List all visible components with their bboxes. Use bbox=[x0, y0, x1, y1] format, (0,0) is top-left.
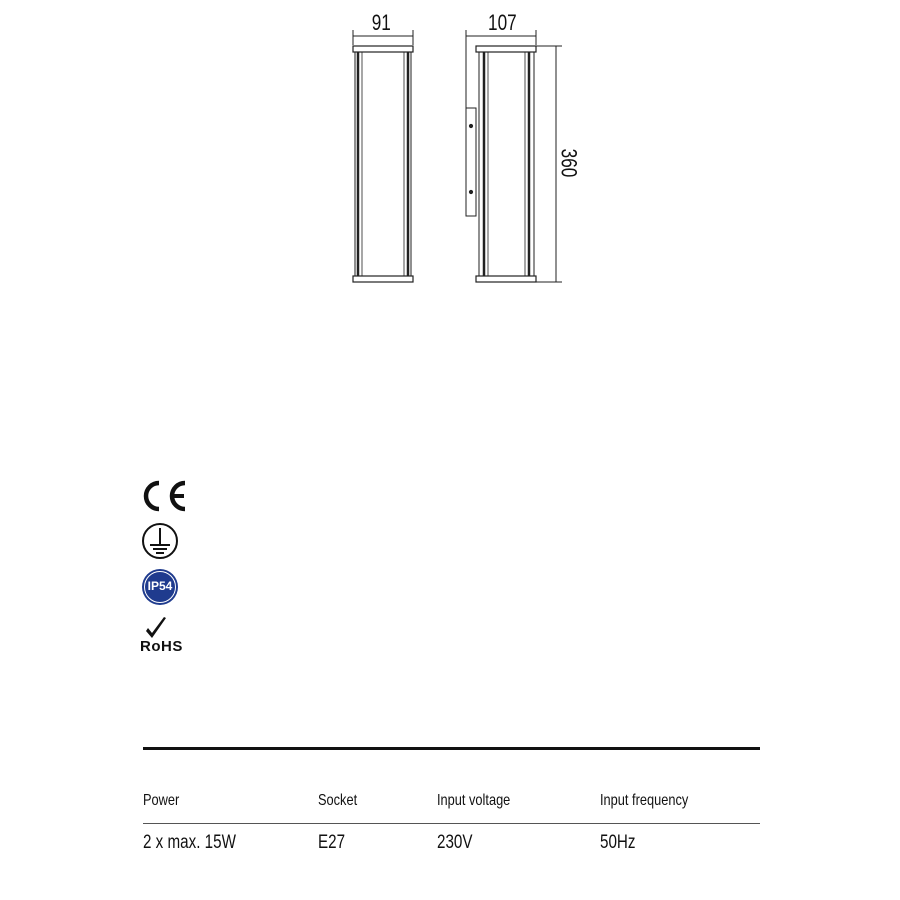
header-socket: Socket bbox=[318, 792, 358, 809]
spec-table-divider bbox=[143, 823, 760, 824]
height-label: 360 bbox=[556, 148, 582, 178]
protective-earth-mark bbox=[138, 521, 182, 561]
header-input-frequency: Input frequency bbox=[600, 792, 689, 809]
header-power: Power bbox=[143, 792, 180, 809]
side-view bbox=[466, 46, 536, 282]
value-input-frequency: 50Hz bbox=[600, 832, 636, 853]
front-width-label: 91 bbox=[371, 10, 391, 35]
ip54-badge bbox=[138, 567, 182, 607]
technical-drawing bbox=[0, 0, 900, 320]
rohs-mark bbox=[138, 616, 194, 656]
drawing-lines bbox=[0, 0, 900, 320]
header-input-voltage: Input voltage bbox=[437, 792, 511, 809]
side-width-dimension bbox=[466, 30, 536, 108]
side-width-label: 107 bbox=[488, 10, 517, 35]
rohs-label: RoHS bbox=[140, 638, 183, 655]
ce-mark bbox=[138, 476, 190, 516]
spec-table-top-rule bbox=[143, 747, 760, 750]
protective-earth-icon bbox=[138, 521, 182, 561]
front-view bbox=[353, 46, 413, 282]
value-power: 2 x max. 15W bbox=[143, 832, 236, 853]
ce-icon bbox=[138, 476, 190, 516]
value-input-voltage: 230V bbox=[437, 832, 473, 853]
ip-rating-label: IP54 bbox=[147, 579, 173, 593]
value-socket: E27 bbox=[318, 832, 346, 853]
